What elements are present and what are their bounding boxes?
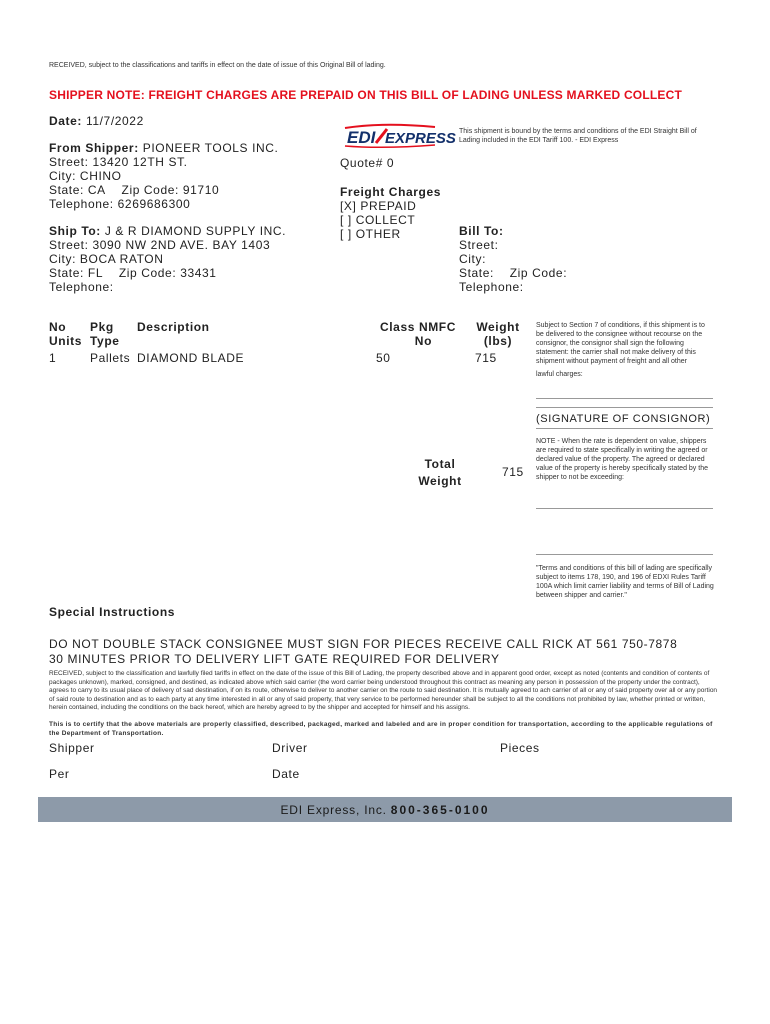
- shipper-signature-label: Shipper: [49, 741, 95, 755]
- footer-bar: [38, 797, 732, 822]
- bill-to-block: [459, 224, 567, 294]
- legal-text: RECEIVED, subject to the classification and lawfully filed tariffs in effect on the date of the issue of this Bill of Lading, the property described above and in apparent good order, except as noted (contents and condition of contents of packages unknown), marked, consigned, and destined, as indicated above which said carrier (the word carrier being understood throughout this contract as meaning any person in possession of the property under the contract), agrees to carry to its usual place of delivery of sad destination, if on its route, otherwise to deliver to another carrier on the route to said destination. It is mutually agreed to ach carrier of all or any of said property over all or any portion of said route to destination and as to each party at any time interested in all or any of said property, that very service to be performed hereunder shall be subject to all the conditions not prohibited by law, whether printed or written, herein contained, including the conditions on the back hereof, which are hereby agreed to by the shipper and accepted for himself and his assigns.: [49, 670, 718, 711]
- freight-charges-label: Freight Charges: [340, 185, 442, 199]
- col-lbs-label: (lbs): [483, 334, 513, 348]
- ship-to-city: City: BOCA RATON: [49, 252, 164, 266]
- bill-to-state: State:: [459, 266, 494, 280]
- shipper-note: SHIPPER NOTE: FREIGHT CHARGES ARE PREPAID ON THIS BILL OF LADING UNLESS MARKED COLLECT: [49, 88, 683, 102]
- shipper-street: Street: 13420 12TH ST.: [49, 155, 188, 169]
- row-class: 50: [376, 351, 391, 365]
- row-description: DIAMOND BLADE: [137, 351, 245, 365]
- quote-number: Quote# 0: [340, 156, 395, 170]
- shipper-telephone: Telephone: 6269686300: [49, 197, 191, 211]
- col-type-label: Type: [90, 334, 120, 348]
- weight-label: Weight: [418, 474, 462, 488]
- lawful-charges-label: lawful charges:: [536, 371, 583, 378]
- shipper-label: From Shipper:: [49, 141, 139, 155]
- date-row: [49, 114, 144, 128]
- shipper-state: State: CA: [49, 183, 106, 197]
- footer-company: EDI Express, Inc.: [280, 802, 387, 817]
- ship-to-name: J & R DIAMOND SUPPLY INC.: [104, 224, 287, 238]
- col-no-units: [49, 320, 82, 348]
- col-weight: [473, 320, 523, 348]
- total-weight-label: [410, 456, 470, 490]
- terms-note: This shipment is bound by the terms and conditions of the EDI Straight Bill of Lading included in the EDI Tariff 100. - EDI Express: [459, 128, 697, 144]
- lawful-charges-line: [536, 398, 713, 399]
- signature-consignor-label: (SIGNATURE OF CONSIGNOR): [536, 413, 711, 425]
- bill-to-city: City:: [459, 252, 486, 266]
- shipper-city: City: CHINO: [49, 169, 122, 183]
- col-class-nmfc: [376, 320, 456, 348]
- special-instructions-text: DO NOT DOUBLE STACK CONSIGNEE MUST SIGN FOR PIECES RECEIVE CALL RICK AT 561 750-7878 30 MINUTES PRIOR TO DELIVERY LIFT GATE REQUIRED FOR DELIVERY: [49, 637, 678, 666]
- ship-to-state: State: FL: [49, 266, 104, 280]
- certify-text: This is to certify that the above materials are properly classified, described, packaged, marked and labeled and are in proper condition for transportation, according to the applicable regulations of the Department of Transportation.: [49, 721, 713, 737]
- pieces-label: Pieces: [500, 741, 540, 755]
- date-label: Date:: [49, 114, 83, 128]
- freight-charges-block: [340, 185, 441, 241]
- col-pkg-label: Pkg: [90, 320, 114, 334]
- signature-line: [536, 407, 713, 408]
- col-description: Description: [137, 320, 210, 334]
- received-header: RECEIVED, subject to the classifications and tariffs in effect on the date of issue of this Original Bill of lading.: [49, 62, 386, 69]
- value-note: NOTE - When the rate is dependent on value, shippers are required to state specifically in writing the agreed or declared value of the property. The agreed or declared value of the property is hereby specifically stated by the shipper to not be exceeding:: [536, 438, 708, 481]
- col-weight-label: Weight: [476, 320, 520, 334]
- ship-to-block: [49, 224, 286, 294]
- driver-signature-label: Driver: [272, 741, 308, 755]
- svg-text:EXPRESS: EXPRESS: [385, 130, 456, 147]
- col-no-label: No: [49, 320, 67, 334]
- date-value: 11/7/2022: [85, 114, 144, 128]
- bill-to-street: Street:: [459, 238, 499, 252]
- col-class-label: Class NMFC: [379, 320, 456, 334]
- date-signature-label: Date: [272, 767, 300, 781]
- svg-text:EDI: EDI: [347, 128, 376, 147]
- freight-prepaid-option: [X] PREPAID: [340, 199, 417, 213]
- total-weight-value: 715: [502, 465, 524, 479]
- terms-divider: [536, 554, 713, 555]
- bill-to-label: Bill To:: [459, 224, 504, 238]
- consignor-divider: [536, 428, 713, 429]
- freight-collect-option: [ ] COLLECT: [340, 213, 416, 227]
- section7-note: Subject to Section 7 of conditions, if this shipment is to be delivered to the consignee without recourse on the consignor, the consignor shall sign the following statement: the carrier shall not make delivery of this shipment without payment of freight and all other: [536, 322, 705, 365]
- special-instructions-label: Special Instructions: [49, 605, 176, 619]
- ship-to-telephone: Telephone:: [49, 280, 114, 294]
- ship-to-zip: Zip Code: 33431: [118, 266, 217, 280]
- terms-items-note: "Terms and conditions of this bill of lading are specifically subject to items 178, 190, and 196 of EDXI Rules Tariff 100A which limit carrier liability and terms of Bill of Lading between shipper and carrier.": [536, 565, 714, 599]
- shipper-name: PIONEER TOOLS INC.: [142, 141, 279, 155]
- col-pkg-type: [90, 320, 120, 348]
- edi-express-logo: [343, 124, 456, 148]
- footer-phone: 800-365-0100: [390, 802, 490, 817]
- ship-to-street: Street: 3090 NW 2ND AVE. BAY 1403: [49, 238, 271, 252]
- freight-other-option: [ ] OTHER: [340, 227, 401, 241]
- col-units-label: Units: [49, 334, 82, 348]
- row-pkg: Pallets: [90, 351, 131, 365]
- per-label: Per: [49, 767, 70, 781]
- declared-value-line: [536, 508, 713, 509]
- bill-to-zip: Zip Code:: [509, 266, 568, 280]
- ship-to-label: Ship To:: [49, 224, 101, 238]
- row-weight: 715: [475, 351, 497, 365]
- bill-to-telephone: Telephone:: [459, 280, 524, 294]
- shipper-block: [49, 141, 278, 211]
- row-units: 1: [49, 351, 57, 365]
- shipper-zip: Zip Code: 91710: [121, 183, 220, 197]
- col-nmfc-no-label: No: [414, 334, 432, 348]
- total-label: Total: [424, 457, 456, 471]
